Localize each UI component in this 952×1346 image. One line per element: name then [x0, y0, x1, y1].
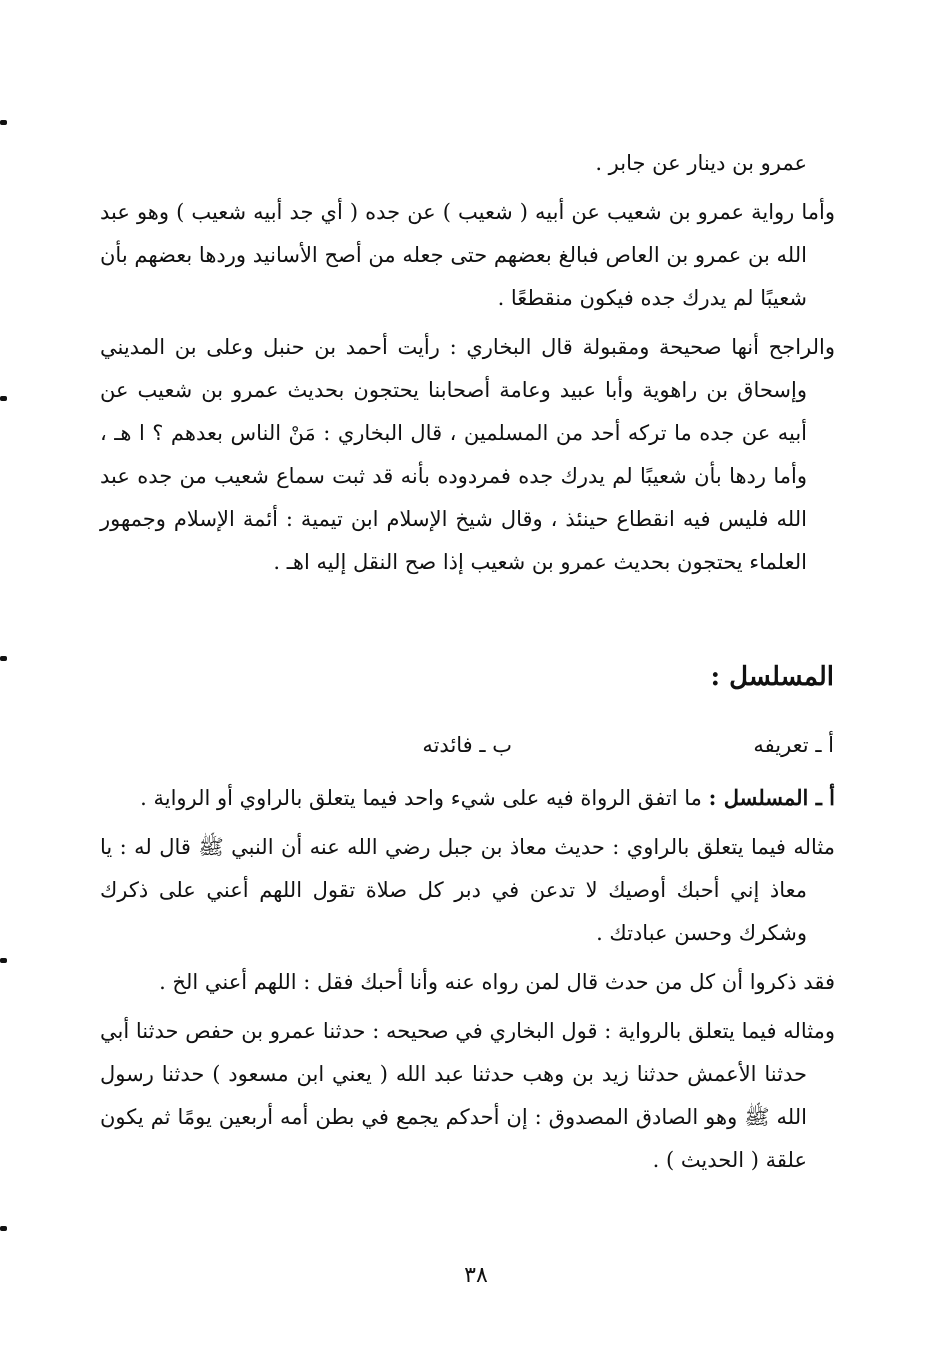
text-block-upper — [100, 142, 835, 584]
paragraph-narrator-example: مثاله فيما يتعلق بالراوي : حديث معاذ بن جبل رضي الله عنه أن النبي ﷺ قال له : يا معاذ إني أحبك أوصيك لا تدعن في دبر كل صلاة تقول اللهم أعني على ذكرك وشكرك وحسن عبادتك . — [100, 835, 835, 945]
text-block-lower — [100, 776, 835, 1182]
paragraph-definition — [100, 776, 835, 820]
margin-mark — [0, 120, 7, 125]
margin-mark — [0, 396, 7, 401]
margin-mark — [0, 958, 7, 963]
paragraph-narration-example: ومثاله فيما يتعلق بالرواية : قول البخاري في صحيحه : حدثنا عمرو بن حفص حدثنا أبي حدثنا الأعمش حدثنا زيد بن وهب حدثنا عبد الله ( يعني ابن مسعود ) حدثنا رسول الله ﷺ وهو الصادق المصدوق : إن أحدكم يجمع في بطن أمه أربعين يومًا ثم يكون علقة ( الحديث ) . — [100, 1019, 835, 1172]
definition-lead: أ ـ المسلسل : — [708, 785, 835, 810]
margin-mark — [0, 656, 7, 661]
subheading-definition: أ ـ تعريفه — [753, 733, 834, 757]
paragraph-opening-line: عمرو بن دينار عن جابر . — [595, 151, 807, 175]
paragraph-preferred-opinion: والراجح أنها صحيحة ومقبولة قال البخاري : رأيت أحمد بن حنبل وعلى بن المديني وإسحاق بن راهوية وأبا عبيد وعامة أصحابنا يحتجون بحديث عمرو بن شعيب عن أبيه عن جده ما تركه أحد من المسلمين ، قال البخاري : مَنْ الناس بعدهم ؟ ا هـ ، وأما ردها بأن شعيبًا لم يدرك جده فمردوده بأنه قد ثبت سماع شعيب من جده عبد الله فليس فيه انقطاع حينئذ ، وقال شيخ الإسلام ابن تيمية : أئمة الإسلام وجمهور العلماء يحتجون بحديث عمرو بن شعيب إذا صح النقل إليه اهـ . — [100, 335, 835, 574]
definition-text: ما اتفق الرواة فيه على شيء واحد فيما يتعلق بالراوي أو الرواية . — [140, 786, 702, 810]
subheading-benefit: ب ـ فائدته — [422, 733, 512, 757]
section-heading: المسلسل : — [710, 662, 834, 692]
margin-mark — [0, 1226, 7, 1231]
paragraph-narrator-note: فقد ذكروا أن كل من حدث قال لمن رواه عنه وأنا أحبك فقل : اللهم أعني الخ . — [159, 970, 835, 994]
paragraph-amr-narration: وأما رواية عمرو بن شعيب عن أبيه ( شعيب ) عن جده ( أي جد أبيه شعيب ) وهو عبد الله بن عمرو بن العاص فبالغ بعضهم حتى جعله من أصح الأسانيد وردها بعضهم بأن شعيبًا لم يدرك جده فيكون منقطعًا . — [100, 200, 835, 310]
page-number: ٣٨ — [464, 1263, 488, 1288]
